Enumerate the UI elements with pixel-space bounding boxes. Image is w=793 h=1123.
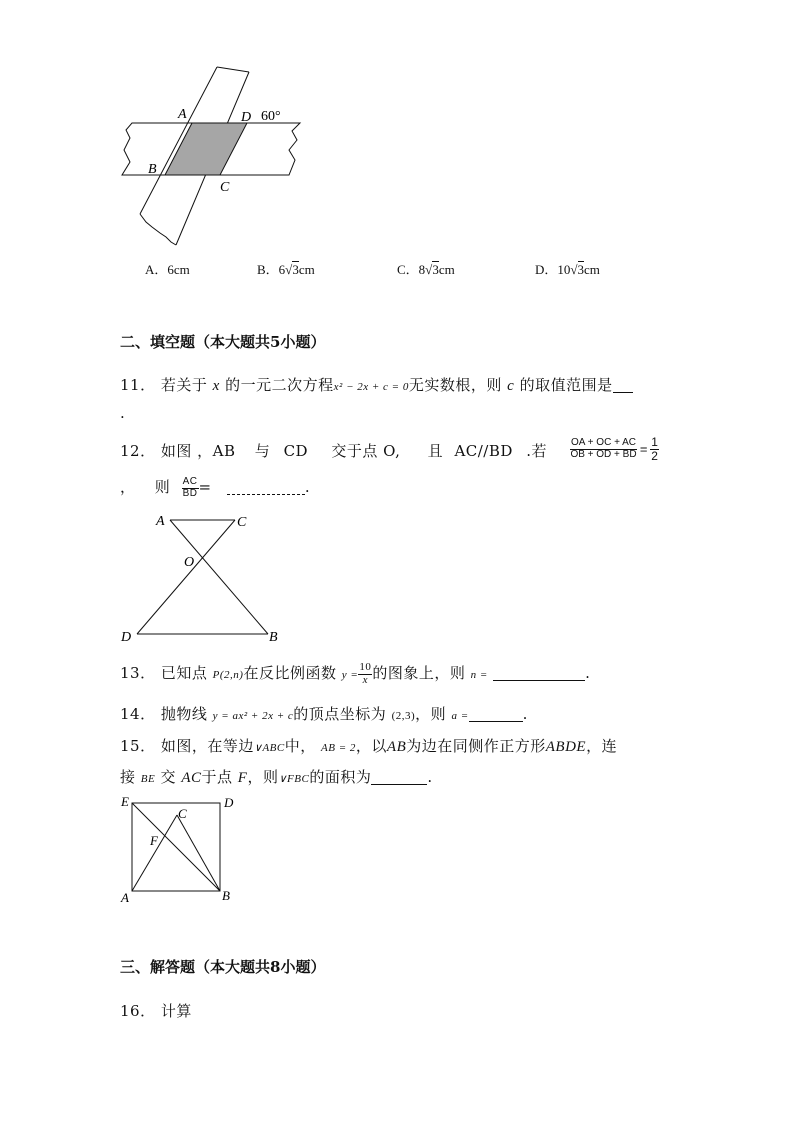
q14-number: 14．: [120, 705, 156, 723]
q14-part3: ，则: [415, 705, 447, 723]
q15-sq: ABDE: [545, 739, 587, 755]
option-b[interactable]: B．6√3cm: [257, 262, 315, 277]
q14-end: .: [522, 705, 528, 723]
q15-part2: 中，: [284, 737, 316, 755]
q15-answer-blank[interactable]: [371, 770, 427, 785]
label-C: C: [237, 515, 247, 530]
q15-line2: [120, 766, 433, 787]
q13-part2: 在反比例函数: [243, 664, 337, 683]
q13-part3: 的图象上，则: [372, 664, 466, 683]
q11-var-c: c: [507, 378, 515, 394]
option-d-radical: 3: [577, 262, 585, 277]
q14-answer-blank[interactable]: [469, 707, 523, 722]
q15-part4: 为边在同侧作正方形: [406, 737, 546, 755]
q13-end: .: [585, 664, 591, 683]
angle-label: 60°: [261, 109, 281, 124]
q14-equation: y = ax² + 2x + c: [212, 710, 294, 722]
q11-answer-blank[interactable]: [613, 378, 633, 393]
q11-number: 11．: [120, 376, 156, 394]
label-C: C: [220, 180, 230, 195]
q15-part5: ，连: [586, 737, 618, 755]
q12-text6: 且: [427, 442, 444, 460]
label-A: A: [178, 107, 187, 122]
option-c-letter: C．: [397, 262, 419, 277]
q12-frac-num: OA + OC + AC: [571, 437, 637, 449]
option-c-value: 8: [418, 262, 426, 277]
label-F: F: [150, 833, 158, 848]
q11-part4: 的取值范围是: [519, 376, 613, 394]
q12-line2-then: 则: [154, 478, 171, 496]
q15-line2-3: 于点: [201, 768, 233, 786]
question-12: [120, 440, 547, 461]
q11-part2: 的一元二次方程: [225, 376, 334, 394]
option-d-letter: D．: [535, 262, 558, 277]
q15-tri: ∨ABC: [253, 742, 285, 754]
q14-part1: 抛物线: [160, 705, 208, 723]
q12-end: .: [304, 478, 311, 496]
label-B: B: [222, 888, 230, 903]
q15-line2-2: 交: [160, 768, 177, 786]
label-C: C: [178, 806, 187, 821]
q13-ask: n =: [470, 669, 488, 682]
q15-line2-4: ，则: [247, 768, 279, 786]
option-b-value: 6: [278, 262, 286, 277]
question-13: [120, 662, 590, 686]
q12-text4: 交于点: [331, 442, 378, 460]
q15-ab: AB = 2: [321, 742, 356, 754]
q14-vertex: (2,3): [391, 710, 416, 722]
q14-part2: 的顶点坐标为: [293, 705, 387, 723]
section2-title: 二、填空题（本大题共5小题）: [120, 333, 326, 351]
label-A: A: [156, 514, 165, 529]
q15-part1: 如图，在等边: [160, 737, 254, 755]
q12-rhs-num: 1: [651, 435, 658, 449]
option-d-value: 10: [557, 262, 571, 277]
q12-ratio-fraction: [570, 436, 659, 462]
q15-ab2: AB: [386, 739, 407, 755]
q12-text8: .若: [526, 442, 547, 460]
q13-point: P(2,n): [212, 669, 244, 682]
q12-frac-den: OB + OD + BD: [570, 448, 637, 460]
option-a[interactable]: [145, 259, 190, 278]
q12-eq: =: [639, 441, 648, 457]
q11-end: .: [120, 404, 126, 422]
q15-end: .: [427, 768, 433, 786]
shaded-parallelogram: [165, 123, 247, 175]
question-16: [120, 1000, 192, 1021]
option-b-letter: B．: [257, 262, 279, 277]
q15-line2-1: 接: [120, 768, 136, 786]
q12-text5: O,: [383, 442, 401, 460]
label-B: B: [269, 630, 278, 645]
q13-part1: 已知点: [160, 664, 208, 683]
q12-line2: [120, 476, 310, 499]
q12-text1: 如图 ，AB: [160, 442, 236, 460]
q11-var-x: x: [212, 378, 220, 394]
q13-func-num: 10: [359, 661, 372, 673]
q11-part1: 若关于: [160, 376, 208, 394]
hourglass-figure: [115, 508, 295, 648]
q12-answer-blank[interactable]: [227, 480, 305, 495]
q13-number: 13．: [120, 664, 156, 683]
option-c-radical: 3: [432, 262, 439, 277]
option-d[interactable]: D．10√3cm: [535, 262, 600, 277]
q15-line2-5: 的面积为: [309, 768, 372, 786]
q15-part3: ，以: [355, 737, 387, 755]
question-14: [120, 703, 528, 724]
label-B: B: [148, 162, 157, 177]
q12-ask-den: BD: [182, 487, 198, 499]
q15-number: 15．: [120, 737, 156, 755]
q13-answer-blank[interactable]: [493, 666, 585, 681]
q16-text: 计算: [160, 1002, 192, 1020]
q12-line2-comma: ，: [120, 478, 136, 496]
option-c[interactable]: C．8√3cm: [397, 262, 455, 277]
q12-ask-eq: =: [198, 478, 212, 496]
label-E: E: [121, 795, 129, 809]
option-d-unit: cm: [584, 262, 600, 277]
option-b-radical: 3: [292, 262, 299, 277]
question-15: [120, 735, 617, 756]
q14-ask: a =: [451, 710, 469, 722]
label-O: O: [184, 555, 195, 570]
strip-overlap-figure: [110, 62, 320, 252]
option-a-value: 6cm: [167, 262, 190, 277]
q11-equation: x² − 2x + c = 0: [333, 381, 409, 393]
q11-part3: 无实数根，则: [408, 376, 502, 394]
q15-ac: AC: [181, 770, 202, 786]
q12-text3: CD: [283, 442, 309, 460]
q12-rhs-den: 2: [651, 448, 658, 463]
label-D: D: [224, 795, 234, 810]
option-b-unit: cm: [298, 262, 315, 277]
section3-title: 三、解答题（本大题共8小题）: [120, 958, 326, 976]
q12-number: 12．: [120, 442, 156, 460]
question-11: [120, 374, 633, 395]
q12-text2: 与: [254, 442, 271, 460]
label-A: A: [121, 890, 129, 905]
option-a-letter: A．: [145, 262, 168, 277]
square-triangle-figure: [115, 795, 245, 907]
q12-text7: AC//BD: [454, 442, 513, 460]
label-D: D: [241, 110, 252, 125]
q13-func-lhs: y =: [341, 669, 359, 682]
q16-number: 16．: [120, 1002, 156, 1020]
option-c-unit: cm: [438, 262, 455, 277]
q15-be: BE: [140, 773, 156, 785]
q13-func-den: x: [362, 673, 369, 686]
q15-f: F: [237, 770, 248, 786]
q12-ask-num: AC: [182, 476, 198, 487]
label-D: D: [121, 630, 132, 645]
q15-tri2: ∨FBC: [278, 773, 310, 785]
